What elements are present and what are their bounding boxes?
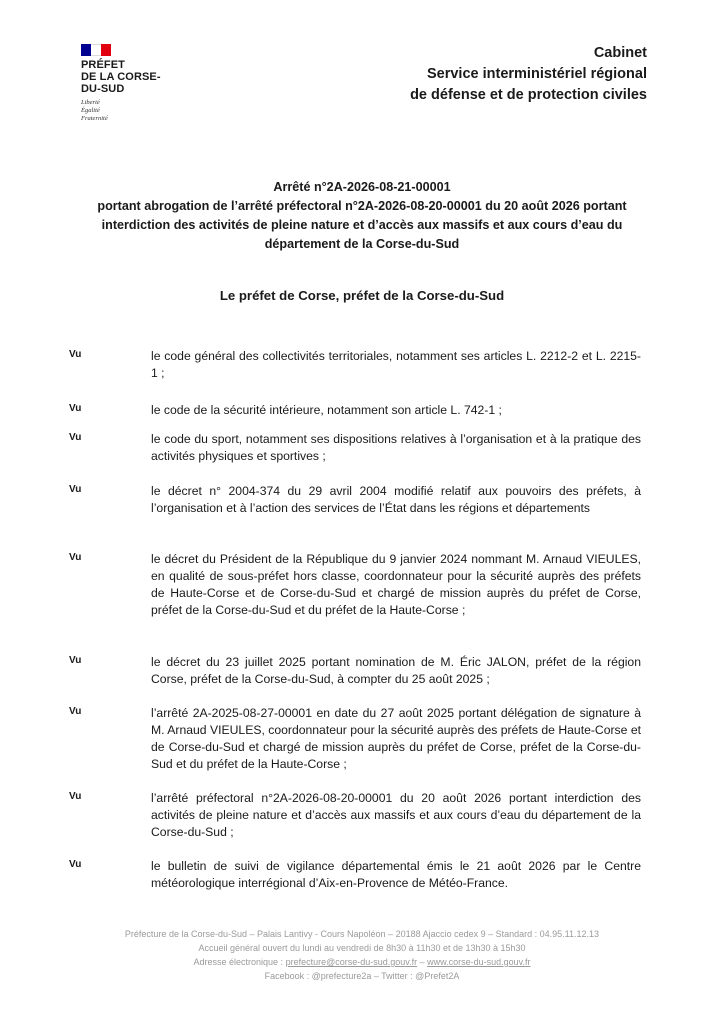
header-line: de défense et de protection civiles [410, 87, 647, 103]
decree-number: Arrêté n°2A-2026-08-21-00001 [273, 180, 451, 194]
vu-label: Vu [69, 791, 82, 802]
page-footer [60, 927, 664, 983]
footer-separator: – [417, 957, 428, 967]
vu-label: Vu [69, 552, 82, 563]
vu-text: le décret du Président de la République du 9 janvier 2024 nommant M. Arnaud VIEULES, en qualité de sous-préfet hors classe, coordonnateur pour la sécurité auprès des préfets de Haute-Corse et de Corse-du-Sud et chargé de mission auprès du préfet de Corse, préfet de la Corse-du-Sud et du préfet de la Haute-Corse ; [151, 552, 641, 617]
footer-address: Préfecture de la Corse-du-Sud – Palais Lantivy - Cours Napoléon – 20188 Ajaccio cedex 9 – Standard : 04.95.11.12.13 [124, 929, 600, 939]
email-link[interactable]: prefecture@corse-du-sud.gouv.fr [285, 957, 418, 967]
vu-text: le bulletin de suivi de vigilance départemental émis le 21 août 2026 par le Centre météorologique interrégional d’Aix-en-Provence de Météo-France. [151, 859, 641, 890]
vu-label: Vu [69, 484, 82, 495]
vu-text: le décret n° 2004-374 du 29 avril 2004 modifié relatif aux pouvoirs des préfets, à l’organisation et à l’action des services de l’État dans les régions et départements [151, 484, 641, 515]
logo-line: PRÉFET [81, 59, 125, 71]
vu-text: le décret du 23 juillet 2025 portant nomination de M. Éric JALON, préfet de la région Corse, préfet de la Corse-du-Sud, à compter du 25 août 2025 ; [151, 655, 641, 686]
vu-text: le code de la sécurité intérieure, notamment son article L. 742-1 ; [151, 403, 502, 417]
decree-title [60, 178, 664, 254]
devise-line: Fraternité [81, 115, 108, 122]
footer-contact [60, 955, 664, 969]
logo-line: DU-SUD [81, 83, 125, 95]
vu-label: Vu [69, 655, 82, 666]
decree-subject-line: interdiction des activités de pleine nature et d’accès aux massifs et aux cours d’eau du [101, 218, 623, 232]
vu-text: le code général des collectivités territoriales, notamment ses articles L. 2212-2 et L. 2215-1 ; [151, 349, 641, 380]
vu-label: Vu [69, 859, 82, 870]
service-header [410, 43, 647, 106]
header-line: Cabinet [593, 45, 647, 61]
marianne-flag-icon [81, 44, 111, 56]
devise [81, 99, 191, 123]
footer-social: Facebook : @prefecture2a – Twitter : @Prefet2A [264, 971, 460, 981]
footer-hours: Accueil général ouvert du lundi au vendredi de 8h30 à 11h30 et de 13h30 à 15h30 [198, 943, 526, 953]
devise-line: Liberté [81, 99, 100, 106]
vu-text: le code du sport, notamment ses dispositions relatives à l’organisation et à la pratique des activités physiques et sportives ; [151, 432, 641, 463]
vu-label: Vu [69, 706, 82, 717]
prefect-heading: Le préfet de Corse, préfet de la Corse-du-Sud [219, 288, 505, 303]
website-link[interactable]: www.corse-du-sud.gouv.fr [427, 957, 531, 967]
vu-label: Vu [69, 432, 82, 443]
logo-line: DE LA CORSE- [81, 71, 161, 83]
header-line: Service interministériel régional [426, 66, 647, 82]
decree-subject-line: département de la Corse-du-Sud [264, 237, 460, 251]
vu-text: l’arrêté préfectoral n°2A-2026-08-20-00001 du 20 août 2026 portant interdiction des activités de pleine nature et d’accès aux massifs et aux cours d’eau du département de la Corse-du-Sud ; [151, 791, 641, 839]
prefect-logo [81, 44, 191, 123]
vu-label: Vu [69, 403, 82, 414]
vu-label: Vu [69, 349, 82, 360]
decree-subject-line: portant abrogation de l’arrêté préfectoral n°2A-2026-08-20-00001 du 20 août 2026 portant [97, 199, 627, 213]
devise-line: Égalité [81, 107, 100, 114]
footer-email-label: Adresse électronique : [193, 957, 286, 967]
vu-text: l’arrêté 2A-2025-08-27-00001 en date du 27 août 2025 portant délégation de signature à M. Arnaud VIEULES, coordonnateur pour la sécurité auprès des préfets de Haute-Corse et de Corse-du-Sud et chargé de mission auprès du préfet de Corse, préfet de la Corse-du-Sud et du préfet de la Haute-Corse ; [151, 706, 641, 771]
